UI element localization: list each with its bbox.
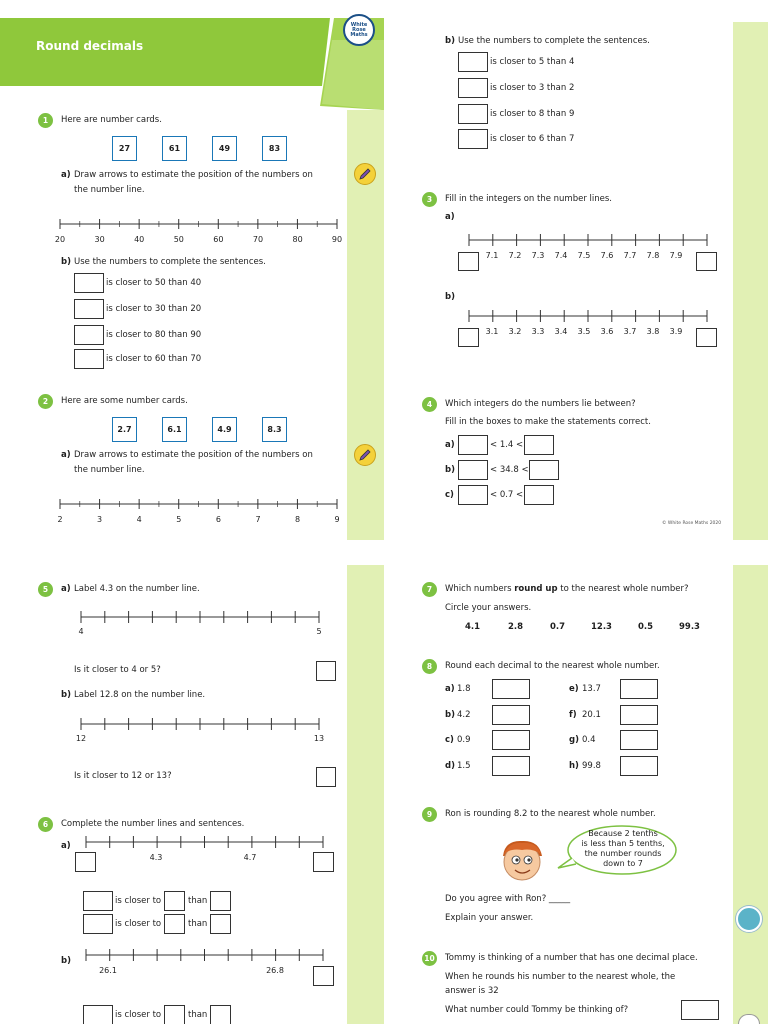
axis-tick-label: 7 — [255, 515, 261, 524]
answer-box[interactable] — [83, 914, 113, 934]
sentence-text: than — [188, 896, 208, 906]
q5-a-text: Label 4.3 on the number line. — [74, 584, 200, 594]
answer-box[interactable] — [210, 914, 231, 934]
axis-tick-label: 7.9 — [669, 251, 683, 260]
q7-instr: Circle your answers. — [445, 603, 532, 613]
axis-tick-label: 26.1 — [99, 966, 117, 975]
answer-box[interactable] — [164, 1005, 185, 1024]
answer-box[interactable] — [620, 679, 658, 699]
q1-a-text: the number line. — [74, 185, 145, 195]
q1-a-text: Draw arrows to estimate the position of the numbers on — [74, 170, 313, 180]
q10-text: answer is 32 — [445, 986, 499, 996]
axis-tick-label: 3 — [97, 515, 103, 524]
q3-a-label: a) — [445, 212, 455, 222]
q8-item-value: 1.8 — [457, 684, 471, 694]
answer-box[interactable] — [620, 730, 658, 750]
q10-question: What number could Tommy be thinking of? — [445, 1005, 629, 1015]
q8-item-value: 99.8 — [582, 761, 601, 771]
axis-tick-label: 6 — [215, 515, 221, 524]
answer-box[interactable] — [458, 435, 488, 455]
number-card: 83 — [262, 136, 287, 161]
answer-box[interactable] — [164, 891, 185, 911]
answer-box[interactable] — [696, 328, 717, 347]
sentence-text: than — [188, 1010, 208, 1020]
q2-a-label: a) — [61, 450, 71, 460]
question-7-badge: 7 — [422, 582, 437, 597]
sentence-text: is closer to 50 than 40 — [106, 278, 202, 288]
axis-tick-label: 8 — [295, 515, 301, 524]
q10-text: When he rounds his number to the nearest whole, the — [445, 972, 676, 982]
answer-option[interactable]: 0.7 — [550, 622, 566, 632]
q8-item-label: c) — [445, 735, 454, 745]
q8-text: Round each decimal to the nearest whole number. — [445, 661, 660, 671]
answer-option[interactable]: 2.8 — [508, 622, 524, 632]
axis-tick-label: 3.9 — [669, 327, 683, 336]
question-4-badge: 4 — [422, 397, 437, 412]
q4-text: Which integers do the numbers lie between? — [445, 399, 636, 409]
answer-box[interactable] — [696, 252, 717, 271]
q4-text: Fill in the boxes to make the statements correct. — [445, 417, 651, 427]
q2-b-label: b) — [445, 36, 455, 46]
answer-box[interactable] — [458, 485, 488, 505]
answer-box[interactable] — [210, 1005, 231, 1024]
q8-item-label: g) — [569, 735, 579, 745]
white-rose-logo: White Rose Maths — [343, 14, 375, 46]
q8-item-value: 1.5 — [457, 761, 471, 771]
axis-tick-label: 7.7 — [623, 251, 637, 260]
q9-text: Ron is rounding 8.2 to the nearest whole number. — [445, 809, 656, 819]
q1-intro: Here are number cards. — [61, 115, 162, 125]
answer-box[interactable] — [458, 328, 479, 347]
q9-agree: Do you agree with Ron? _____ — [445, 894, 571, 904]
axis-tick-label: 7.3 — [531, 251, 545, 260]
q4-item-label: b) — [445, 465, 455, 475]
q2-a-text: Draw arrows to estimate the position of the numbers on — [74, 450, 313, 460]
sentence-text: is closer to 8 than 9 — [490, 109, 575, 119]
sentence-text: is closer to — [115, 1010, 162, 1020]
q1-b-text: Use the numbers to complete the sentences. — [74, 257, 266, 267]
axis-tick-label: 7.5 — [577, 251, 591, 260]
axis-tick-label: 12 — [75, 734, 87, 743]
number-card: 61 — [162, 136, 187, 161]
question-3-badge: 3 — [422, 192, 437, 207]
axis-tick-label: 30 — [94, 235, 105, 244]
axis-tick-label: 3.8 — [646, 327, 660, 336]
answer-box[interactable] — [210, 891, 231, 911]
axis-tick-label: 9 — [334, 515, 340, 524]
axis-tick-label: 3.6 — [600, 327, 614, 336]
q8-item-label: f) — [569, 710, 577, 720]
q5-b-question: Is it closer to 12 or 13? — [74, 771, 172, 781]
answer-box[interactable] — [524, 485, 554, 505]
axis-tick-label: 3.1 — [485, 327, 499, 336]
q3-text: Fill in the integers on the number lines. — [445, 194, 613, 204]
answer-box[interactable] — [458, 252, 479, 271]
answer-box[interactable] — [620, 705, 658, 725]
sentence-text: is closer to 3 than 2 — [490, 83, 575, 93]
speech-text: Because 2 tenths is less than 5 tenths, the number rounds down to 7 — [581, 829, 665, 868]
inequality-text: < 34.8 < — [490, 465, 529, 475]
q5-b-label: b) — [61, 690, 71, 700]
axis-tick-label: 5 — [316, 627, 322, 636]
axis-tick-label: 7.2 — [508, 251, 522, 260]
answer-box[interactable] — [316, 661, 336, 681]
q6-text: Complete the number lines and sentences. — [61, 819, 245, 829]
q8-item-value: 0.4 — [582, 735, 596, 745]
axis-tick-label: 80 — [292, 235, 303, 244]
answer-box[interactable] — [313, 852, 334, 872]
q8-item-label: e) — [569, 684, 579, 694]
q8-item-label: b) — [445, 710, 455, 720]
q6-b-label: b) — [61, 956, 71, 966]
question-6-badge: 6 — [38, 817, 53, 832]
answer-box[interactable] — [492, 730, 530, 750]
answer-box[interactable] — [316, 767, 336, 787]
axis-tick-label: 40 — [134, 235, 145, 244]
answer-option[interactable]: 12.3 — [591, 622, 612, 632]
answer-box[interactable] — [313, 966, 334, 986]
q7-text-bold: round up — [514, 584, 558, 594]
axis-tick-label: 4 — [136, 515, 142, 524]
answer-box[interactable] — [524, 435, 554, 455]
axis-tick-label: 4 — [78, 627, 84, 636]
answer-option[interactable]: 4.1 — [465, 622, 481, 632]
axis-tick-label: 3.3 — [531, 327, 545, 336]
q5-b-text: Label 12.8 on the number line. — [74, 690, 206, 700]
axis-tick-label: 70 — [252, 235, 264, 244]
q1-b-label: b) — [61, 257, 71, 267]
answer-option[interactable]: 0.5 — [638, 622, 654, 632]
sentence-text: is closer to 6 than 7 — [490, 134, 575, 144]
question-1-badge: 1 — [38, 113, 53, 128]
answer-option[interactable]: 99.3 — [679, 622, 700, 632]
copyright: © White Rose Maths 2020 — [662, 521, 722, 526]
number-card: 4.9 — [212, 417, 237, 442]
axis-tick-label: 3.5 — [577, 327, 591, 336]
q8-item-value: 4.2 — [457, 710, 471, 720]
discussion-icon — [736, 906, 762, 932]
axis-tick-label: 7.4 — [554, 251, 568, 260]
axis-tick-label: 4.7 — [243, 853, 257, 862]
sentence-text: is closer to — [115, 919, 162, 929]
q8-item-value: 13.7 — [582, 684, 601, 694]
sentence-text: is closer to 60 than 70 — [106, 354, 202, 364]
question-8-badge: 8 — [422, 659, 437, 674]
number-card: 27 — [112, 136, 137, 161]
q2-intro: Here are some number cards. — [61, 396, 188, 406]
answer-box[interactable] — [75, 852, 96, 872]
question-2-badge: 2 — [38, 394, 53, 409]
axis-tick-label: 20 — [54, 235, 66, 244]
sentence-text: than — [188, 919, 208, 929]
sentence-text: is closer to 80 than 90 — [106, 330, 202, 340]
inequality-text: < 0.7 < — [490, 490, 524, 500]
axis-tick-label: 7.8 — [646, 251, 660, 260]
q10-text: Tommy is thinking of a number that has one decimal place. — [445, 953, 698, 963]
number-card: 8.3 — [262, 417, 287, 442]
answer-box[interactable] — [458, 460, 488, 480]
sentence-text: is closer to 5 than 4 — [490, 57, 575, 67]
axis-tick-label: 3.2 — [508, 327, 522, 336]
q8-item-label: a) — [445, 684, 455, 694]
question-10-badge: 10 — [422, 951, 437, 966]
axis-tick-label: 26.8 — [266, 966, 284, 975]
page-title: Round decimals — [36, 39, 144, 53]
axis-tick-label: 5 — [176, 515, 182, 524]
axis-tick-label: 3.4 — [554, 327, 568, 336]
q2-a-text: the number line. — [74, 465, 145, 475]
number-card: 6.1 — [162, 417, 187, 442]
q5-a-label: a) — [61, 584, 71, 594]
q7-text-pre: Which numbers — [445, 584, 515, 594]
q5-a-question: Is it closer to 4 or 5? — [74, 665, 161, 675]
answer-box[interactable] — [83, 1005, 113, 1024]
answer-box[interactable] — [164, 914, 185, 934]
q8-item-value: 0.9 — [457, 735, 471, 745]
q7-text — [445, 584, 689, 594]
axis-tick-label: 2 — [57, 515, 63, 524]
axis-tick-label: 90 — [331, 235, 343, 244]
answer-box[interactable] — [620, 756, 658, 776]
axis-tick-label: 50 — [173, 235, 184, 244]
q8-item-label: h) — [569, 761, 579, 771]
answer-box[interactable] — [529, 460, 559, 480]
number-card: 49 — [212, 136, 237, 161]
number-card: 2.7 — [112, 417, 137, 442]
q8-item-value: 20.1 — [582, 710, 601, 720]
q6-a-label: a) — [61, 841, 71, 851]
answer-box[interactable] — [492, 756, 530, 776]
sentence-text: is closer to — [115, 896, 162, 906]
q2-b-text: Use the numbers to complete the sentences. — [458, 36, 650, 46]
green-margin-strip — [733, 565, 768, 1024]
answer-box[interactable] — [492, 705, 530, 725]
axis-tick-label: 7.6 — [600, 251, 614, 260]
q1-a-label: a) — [61, 170, 71, 180]
answer-box[interactable] — [681, 1000, 719, 1020]
q4-item-label: c) — [445, 490, 454, 500]
inequality-text: < 1.4 < — [490, 440, 524, 450]
axis-tick-label: 3.7 — [623, 327, 637, 336]
question-5-badge: 5 — [38, 582, 53, 597]
q8-item-label: d) — [445, 761, 455, 771]
axis-tick-label: 7.1 — [485, 251, 499, 260]
answer-box[interactable] — [492, 679, 530, 699]
axis-tick-label: 13 — [313, 734, 325, 743]
q9-explain: Explain your answer. — [445, 913, 534, 923]
q4-item-label: a) — [445, 440, 455, 450]
question-9-badge: 9 — [422, 807, 437, 822]
sentence-text: is closer to 30 than 20 — [106, 304, 202, 314]
answer-box[interactable] — [83, 891, 113, 911]
q3-b-label: b) — [445, 292, 455, 302]
axis-tick-label: 60 — [213, 235, 224, 244]
axis-tick-label: 4.3 — [149, 853, 163, 862]
q7-text-post: to the nearest whole number? — [557, 584, 689, 594]
